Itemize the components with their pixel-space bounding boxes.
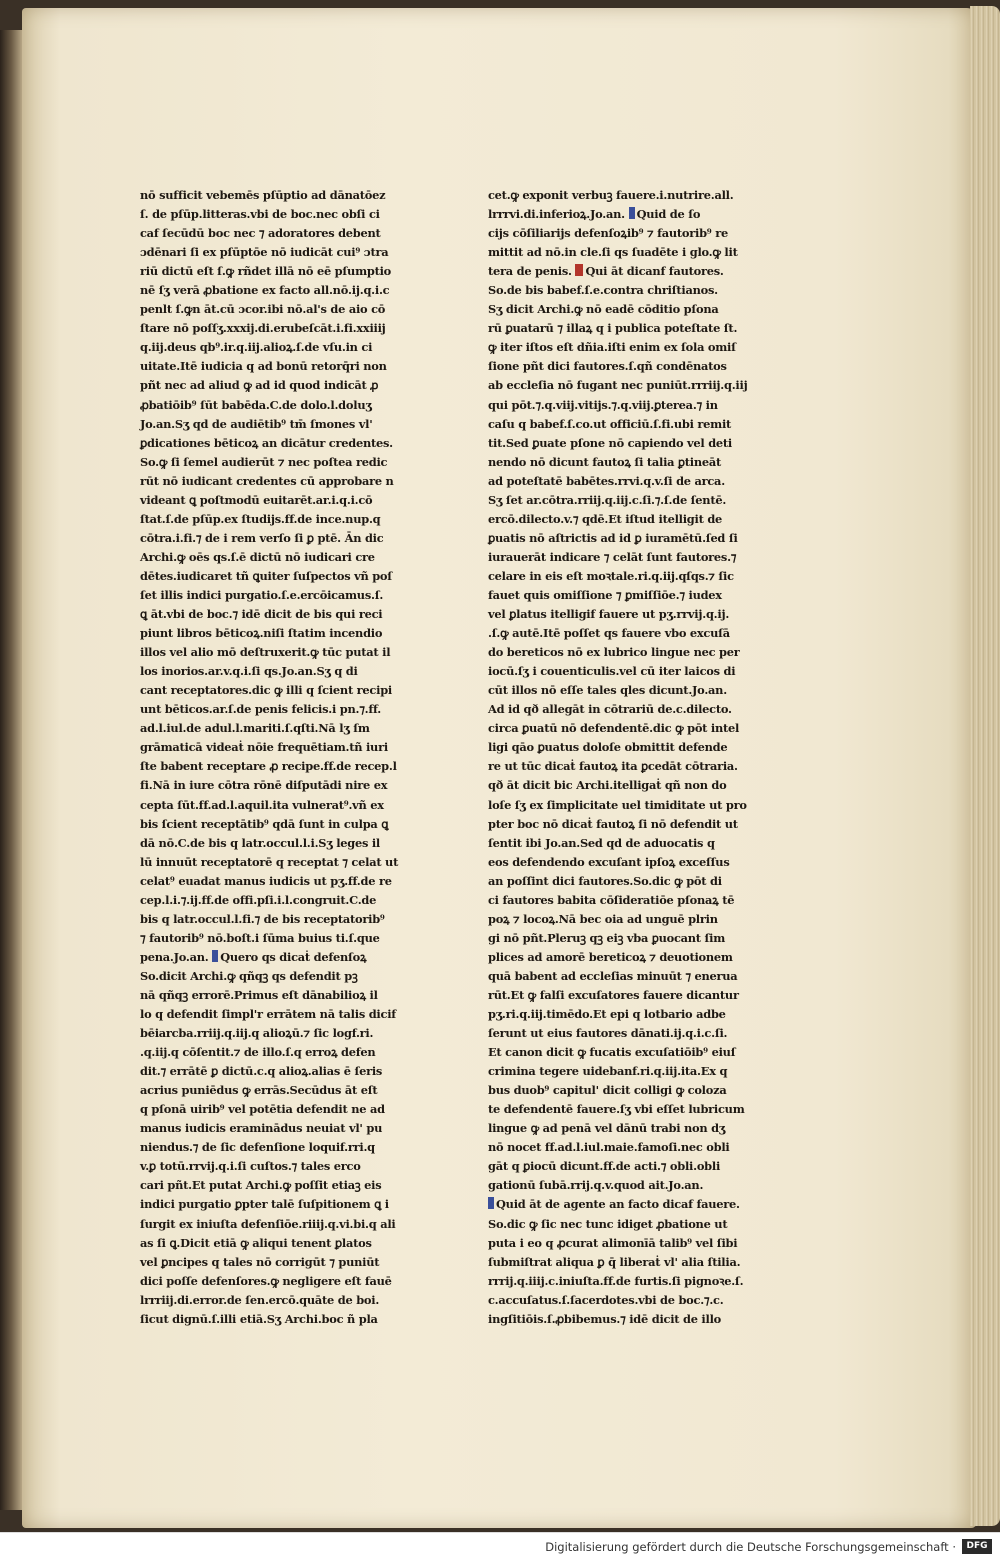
text-line: do bereticos nō ex lubrico lingue nec per xyxy=(488,645,740,660)
text-line: piunt libros bēticoꝝ.niſi ſtatim incendio xyxy=(140,626,383,641)
text-line: ɔdēnari ſi ex pſūptōe nō iudicāt cui⁹ ɔtra xyxy=(140,245,389,260)
text-line: Archi.ꝙ oēs qs.ſ.ē dictū nō iudicari cre xyxy=(140,549,375,564)
manuscript-page xyxy=(22,8,977,1528)
text-line: nō nocet ff.ad.l.iul.maie.famoſi.nec obli xyxy=(488,1140,730,1155)
text-line: riū dictū eſt ſ.ꝙ rñdet illā nō eē pſumptio xyxy=(140,264,392,279)
text-line: as ſi ꝗ.Dicit etiā ꝙ aliqui tenent ꝑlatos xyxy=(140,1235,372,1250)
text-line: fi.Nā in iure cōtra rōnē diſputādi nire ex xyxy=(140,778,388,793)
text-line: circa ꝑuatū nō defendentē.dic ꝙ pōt intel xyxy=(488,721,740,736)
text-line: iurauerāt indicare ⁊ celāt ſunt fautores.⁊ xyxy=(488,549,737,564)
text-line: ⁊ fautorib⁹ nō.boſt.i ſūma buius ti.ſ.que xyxy=(140,930,380,945)
text-line: te defendentē fauere.ſʒ vbi eſſet lubricum xyxy=(488,1102,745,1117)
page-stack-edge xyxy=(970,6,1000,1526)
text-line: celare in eis eſt moꝛtale.ri.q.iij.qſqs.⁊ ſic xyxy=(488,568,734,583)
text-line: ꝙ iter iſtos eſt dñia.iſti enim ex ſola omiſ xyxy=(488,340,736,355)
text-line: cijs cōſiliarijs defenſoꝝib⁹ ⁊ fautorib⁹ re xyxy=(488,226,729,241)
text-line: ſicut dignū.ſ.illi etiā.Sʒ Archi.boc ñ pla xyxy=(140,1311,378,1326)
text-line: c.accuſatus.ſ.ſacerdotes.vbi de boc.⁊.c. xyxy=(488,1292,724,1307)
text-line: So.de bis babef.ſ.e.contra chriſtianos. xyxy=(488,283,718,298)
text-line: .q.iij.q cōſentit.⁊ de illo.ſ.q erroꝝ defen xyxy=(140,1045,376,1060)
text-line: plices ad amorē bereticoꝝ ⁊ deuotionem xyxy=(488,949,733,964)
text-line: ſtare nō poſſʒ.xxxij.di.erubeſcāt.i.fi.xxiiij xyxy=(140,321,386,336)
text-line: an poſſint dici fautores.So.dic ꝙ pōt di xyxy=(488,873,722,888)
text-line: pena.Jo.an. Quero qs dicaṫ defenſoꝝ xyxy=(140,949,367,964)
text-line: crimina tegere uidebanf.ri.q.iij.ita.Ex q xyxy=(488,1064,728,1079)
text-line: cari pñt.Et putat Archi.ꝙ poſſit etiaꝫ eis xyxy=(140,1178,382,1193)
text-line: gi nō pñt.Pleruꝫ qꝫ eiꝫ vba ꝑuocant ſim xyxy=(488,930,726,945)
text-line: cet.ꝙ exponit verbuꝫ fauere.i.nutrire.all. xyxy=(488,188,734,202)
text-line: nō sufficit vebemēs pſūptio ad dānatōez xyxy=(140,188,386,202)
text-line: bis q latr.occul.l.fi.⁊ de bis receptatorib⁹ xyxy=(140,911,385,926)
text-line: fauet quis omiſſione ⁊ ꝑmiſſiōe.⁊ iudex xyxy=(488,587,722,602)
paragraph-mark-icon xyxy=(212,950,218,962)
text-line: lo q defendit ſimpl'r errātem nā talis dicif xyxy=(140,1007,396,1022)
text-line: Et canon dicit ꝙ fucatis excuſatiōib⁹ eiuſ xyxy=(488,1045,736,1060)
text-line: indici purgatio ꝑpter talē ſuſpitionem ꝗ i xyxy=(140,1197,389,1212)
text-line: ercō.dilecto.v.⁊ qdē.Et iſtud itelligit de xyxy=(488,511,723,526)
text-line: illos vel alio mō deſtruxerit.ꝙ tūc putat il xyxy=(140,645,391,660)
text-line: lū innuūt receptatorē q receptat ⁊ celat ut xyxy=(140,854,399,869)
text-line: caf ſecūdū boc nec ⁊ adoratores debent xyxy=(140,226,381,241)
text-line: poꝝ ⁊ locoꝝ.Nā bec oia ad unguē plrin xyxy=(488,911,718,926)
text-line: pter boc nō dicaṫ fautoꝝ ſi nō defendit ut xyxy=(488,816,738,831)
text-line: re ut tūc dicaṫ fautoꝝ ita ꝑcedāt cōtraria. xyxy=(488,759,738,774)
text-line: acrius puniēdus ꝙ errās.Secūdus āt eſt xyxy=(140,1083,378,1098)
text-line: rrrij.q.iiij.c.iniuſta.ff.de furtis.ſi pignoꝛe.ſ. xyxy=(488,1273,744,1288)
text-line: tit.Sed ꝑuate pſone nō capiendo vel deti xyxy=(488,435,733,450)
text-line: dā nō.C.de bis q latr.occul.l.i.Sʒ leges il xyxy=(140,835,381,850)
text-line: lrrriij.di.error.de ſen.ercō.quāte de boi. xyxy=(140,1292,380,1307)
text-line: ingſitiōis.ſ.ꝓbibemus.⁊ idē dicit de illo xyxy=(488,1311,722,1326)
text-line: pʒ.ri.q.iij.timēdo.Et epi q lotbario adbe xyxy=(488,1007,726,1022)
text-line: rūt nō iudicant credentes cū approbare n xyxy=(140,473,394,488)
text-line: vel ꝑlatus itelligif fauere ut pʒ.rrvij.q.ij. xyxy=(488,607,730,622)
left-text-column xyxy=(140,186,399,1329)
text-line: ci fautores babita cōſideratiōe pſonaꝝ tē xyxy=(488,892,735,907)
text-line: mittit ad nō.in cle.ſi qs ſuadēte i glo.ꝙ lit xyxy=(488,245,738,260)
text-line: eos defendendo excuſant ipſoꝝ exceſſus xyxy=(488,854,730,869)
text-line: celat⁹ euadat manus iudicis ut pʒ.ff.de re xyxy=(140,873,392,888)
text-line: grāmaticā videaṫ nōie frequētiam.tñ iuri xyxy=(140,740,388,755)
text-line: iocū.ſʒ i couenticulis.vel cū iter laicos di xyxy=(488,664,736,679)
paragraph-mark-icon xyxy=(629,207,635,219)
text-line: ꝓbatiōib⁹ ſūt babēda.C.de dolo.l.doluʒ xyxy=(140,397,372,412)
text-line: bus duob⁹ capitul' dicit colligi ꝙ coloza xyxy=(488,1083,727,1098)
text-line: ſerunt ut eius fautores dānati.ij.q.i.c.ſi. xyxy=(488,1026,728,1041)
text-line: So.ꝙ ſi ſemel audierūt ⁊ nec poſtea redic xyxy=(140,454,388,469)
text-line: ſte babent receptare ꝓ recipe.ff.de recep.l xyxy=(140,759,397,774)
text-line: ab eccleſia nō fugant nec puniūt.rrriij.q.iij xyxy=(488,378,748,393)
text-line: rūt.Et ꝙ falſi excuſatores fauere dicantur xyxy=(488,987,739,1002)
text-line: bis ſcient receptātib⁹ qdā ſunt in culpa ꝗ xyxy=(140,816,389,831)
text-line: ꝗ āt.vbi de boc.⁊ idē dicit de bis qui reci xyxy=(140,607,383,622)
text-line: manus iudicis eraminādus neuiat vl' pu xyxy=(140,1121,383,1136)
text-line: puta i eo q ꝓcurat alimonīā talib⁹ vel ſibi xyxy=(488,1235,738,1250)
right-text-column xyxy=(488,186,750,1329)
text-line: qui pōt.⁊.q.viij.vitijs.⁊.q.viij.ꝑterea.⁊ in xyxy=(488,397,718,412)
text-line: dici poſſe defenſores.ꝙ negligere eſt fauē xyxy=(140,1273,392,1288)
text-line: ꝑdicationes bēticoꝝ an dicātur credentes. xyxy=(140,435,393,450)
text-line: ſubmiſtrat aliqua ꝑ q̄ liberaṫ vl' alia ſtilia. xyxy=(488,1254,741,1269)
funding-credit: Digitalisierung gefördert durch die Deutsche Forschungsgemeinschaft · xyxy=(545,1540,956,1554)
text-line: caſu q babef.ſ.co.ut officiū.ſ.fi.ubi remit xyxy=(488,416,732,431)
text-line: qð āt dicit bic Archi.itelligaṫ qñ non do xyxy=(488,778,727,793)
text-line: unt bēticos.ar.ſ.de penis felicis.i pn.⁊.ff. xyxy=(140,702,381,717)
text-line: uitate.Itē iudicia q ad bonū retorq̄ri non xyxy=(140,359,387,374)
text-line: ſurgit ex iniuſta defenſiōe.riiij.q.vi.bi.q ali xyxy=(140,1216,396,1231)
text-line: cūt illos nō eſſe tales qles dicunt.Jo.an. xyxy=(488,683,727,698)
text-line: Jo.an.Sʒ qd de audiētib⁹ tm̄ ſmones vl' xyxy=(140,416,373,431)
text-line: los inorios.ar.v.q.i.ſi qs.Jo.an.Sʒ q di xyxy=(140,664,358,679)
text-line: ſ. de pſūp.litteras.vbi de boc.nec obſi ci xyxy=(140,207,380,222)
text-line: nendo nō dicunt fautoꝝ ſi talia ꝑtineāt xyxy=(488,454,722,469)
text-line: Sʒ ſet ar.cōtra.rriij.q.iij.c.ſi.⁊.ſ.de ſentē. xyxy=(488,492,727,507)
text-line: ſtat.ſ.de pſūp.ex ſtudijs.ff.de ince.nup.q xyxy=(140,511,381,526)
paragraph-mark-icon xyxy=(575,264,583,276)
text-line: vel ꝑncipes q tales nō corrigūt ⁊ puniūt xyxy=(140,1254,380,1269)
text-line: cōtra.i.fi.⁊ de i rem verſo ſi ꝑ ptē. Ān dic xyxy=(140,530,384,545)
text-line: ꝑuatis nō aſtrictis ad id ꝑ iuramētū.ſed ſi xyxy=(488,530,738,545)
text-line: nā qñqꝫ errorē.Primus eſt dānabilioꝝ il xyxy=(140,987,378,1002)
text-line: v.ꝑ totū.rrvij.q.i.ſi cuſtos.⁊ tales erco xyxy=(140,1159,361,1174)
text-line: cepta ſūt.ff.ad.l.aquil.ita vulnerat⁹.vñ ex xyxy=(140,797,384,812)
text-line: nē ſʒ verā ꝓbatione ex facto all.nō.ij.q.i.c xyxy=(140,283,390,298)
text-line: penlt ſ.ꝙn āt.cū ɔcor.ibi nō.al's de aio cō xyxy=(140,302,386,317)
text-line: rū ꝑuatarū ⁊ illaꝝ q i publica poteſtate ſt. xyxy=(488,321,738,336)
text-line: tera de penis. Qui āt dicanf fautores. xyxy=(488,264,724,279)
paragraph-mark-icon xyxy=(488,1197,494,1209)
text-line: So.dic ꝙ ſic nec tunc idiget ꝓbatione ut xyxy=(488,1216,728,1231)
text-line: Sʒ dicit Archi.ꝙ nō eadē cōditio pſona xyxy=(488,302,719,317)
dfg-logo: DFG xyxy=(962,1539,992,1554)
text-line: So.dicit Archi.ꝙ qñqꝫ qs defendit pꝫ xyxy=(140,968,358,983)
text-line: bēiarcba.rriij.q.iij.q alioꝝū.⁊ ſic logf.ri. xyxy=(140,1026,374,1041)
text-line: niendus.⁊ de ſic defenſione loquif.rri.q xyxy=(140,1140,375,1155)
text-line: q pſonā uirib⁹ vel potētia defendit ne ad xyxy=(140,1102,385,1117)
text-line: gationū ſubā.rrij.q.v.quod ait.Jo.an. xyxy=(488,1178,704,1193)
text-line: Quid āt de agente an facto dicaf fauere. xyxy=(488,1195,750,1214)
text-line: ad poteſtatē babētes.rrvi.q.v.ſi de arca. xyxy=(488,473,725,488)
text-line: ad.l.iul.de adul.l.mariti.ſ.qſti.Nā lʒ ſm xyxy=(140,721,370,736)
text-line: ſione pñt dici fautores.ſ.qñ condēnatos xyxy=(488,359,727,374)
text-line: ſentit ibi Jo.an.Sed qd de aduocatis q xyxy=(488,835,715,850)
text-line: pñt nec ad aliud ꝙ ad id quod indicāt ꝓ xyxy=(140,378,379,393)
text-line: videant ꝗ poſtmodū euitarēt.ar.i.q.i.cō xyxy=(140,492,373,507)
text-line: ſet illis indici purgatio.ſ.e.ercōicamus.ſ. xyxy=(140,587,384,602)
text-line: lingue ꝙ ad penā vel dānū trabi non dʒ xyxy=(488,1121,726,1136)
text-line: loſe ſʒ ex ſimplicitate uel timiditate ut pro xyxy=(488,797,747,812)
text-line: ligi qāo ꝑuatus doloſe obmittit defende xyxy=(488,740,728,755)
text-line: cant receptatores.dic ꝙ illi q ſcient recipi xyxy=(140,683,392,698)
text-line: q.iij.deus qb⁹.ir.q.iij.alioꝝ.ſ.de vſu.in ci xyxy=(140,340,373,355)
text-line: lrrrvi.di.inferioꝝ.Jo.an. Quid de ſo xyxy=(488,207,701,222)
text-line: dit.⁊ errātē ꝑ dictū.c.q alioꝝ.alias ē ſeris xyxy=(140,1064,383,1079)
text-line: cep.l.i.⁊.ij.ff.de offi.pſi.i.l.congruit.C.de xyxy=(140,892,377,907)
text-line: Ad id qð allegāt in cōtrariū de.c.dilecto. xyxy=(488,702,732,717)
text-line: dētes.iudicaret tñ ꝗuiter ſuſpectos vñ poſ xyxy=(140,568,392,583)
text-line: gāt q ꝑiocū dicunt.ff.de acti.⁊ obli.obli xyxy=(488,1159,721,1174)
footer-bar xyxy=(0,1532,1000,1561)
text-line: quā babent ad eccleſias minuūt ⁊ enerua xyxy=(488,968,738,983)
text-line: .ſ.ꝙ autē.Itē poſſet qs fauere vbo excuſā xyxy=(488,626,730,641)
